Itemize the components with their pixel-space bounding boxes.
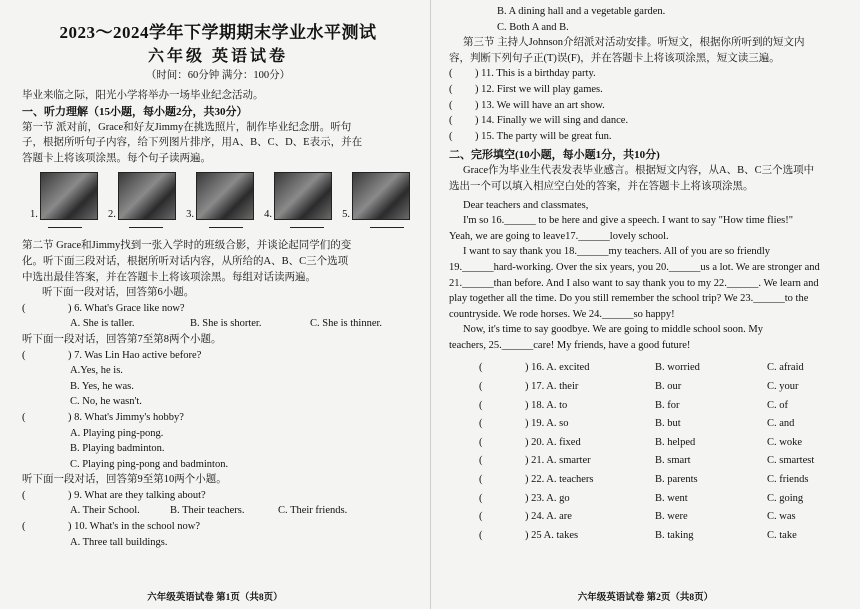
cloze-row: ( ) 20. A. fixed B. helped C. woke [449, 434, 846, 453]
option-b[interactable]: B. parents [655, 474, 698, 486]
part2-line: 化。听下面三段对话，根据所听对话内容，从所给的A、B、C三个选项 [22, 255, 349, 267]
option-b[interactable]: B. Their teachers. [170, 505, 245, 517]
answer-blank[interactable] [370, 226, 404, 228]
section1-heading: 一、听力理解（15小题，每小题2分，共30分） [22, 105, 248, 118]
part2-line: 第二节 Grace和Jimmy找到一张入学时的班级合影，并谈论起同学们的变 [22, 240, 352, 252]
question-7: ( ) 7. Was Lin Hao active before? [22, 349, 202, 361]
option-c[interactable]: C. was [767, 511, 796, 523]
cloze-row: ( ) 22. A. teachers B. parents C. friends [449, 471, 846, 490]
tf-question: ( ) 12. First we will play games. [449, 83, 603, 95]
answer-blank[interactable] [290, 226, 324, 228]
cloze-intro-line: Grace作为毕业生代表发表毕业感言。根据短文内容，从A、B、C三个选项中 [463, 165, 815, 177]
question-10: ( ) 10. What's in the school now? [22, 521, 201, 533]
option-c[interactable]: C. afraid [767, 362, 804, 374]
cloze-row: ( ) 25 A. takes B. taking C. take [449, 527, 846, 546]
tf-question: ( ) 13. We will have an art show. [449, 99, 605, 111]
option-a[interactable]: A. She is taller. [70, 318, 135, 330]
part2-line: 中选出最佳答案，并在答题卡上将该项涂黑。每组对话读两遍。 [22, 271, 316, 283]
listen-instruction: 听下面一段对话，回答第9至第10两个小题。 [22, 474, 227, 486]
option-b[interactable]: B. but [655, 418, 681, 430]
cloze-row: ( ) 19. A. so B. but C. and [449, 415, 846, 434]
passage-line: countryside. We rode horses. We 24.______so happy! [449, 308, 675, 320]
option-b[interactable]: B. taking [655, 529, 694, 541]
option-c[interactable]: C. smartest [767, 455, 815, 467]
photo-row [22, 166, 414, 220]
option-b[interactable]: B. Playing badminton. [70, 443, 165, 455]
option-a[interactable]: ) 23. A. go [525, 492, 570, 504]
option-c[interactable]: C. Both A and B. [497, 21, 569, 33]
passage-line: Yeah, we are going to leave17.______lovely school. [449, 230, 669, 242]
passage-line: 21.______than before. And I also want to say thank you to my 22.______. We learn and [449, 277, 819, 289]
option-b[interactable]: B. Yes, he was. [70, 380, 134, 392]
option-c[interactable]: C. Playing ping-pong and badminton. [70, 458, 229, 470]
option-a[interactable]: A. Three tall buildings. [70, 536, 168, 548]
option-b[interactable]: B. our [655, 381, 682, 393]
question-9: ( ) 9. What are they talking about? [22, 489, 206, 501]
option-c[interactable]: C. take [767, 529, 797, 541]
listen-instruction: 听下面一段对话，回答第7至第8两个小题。 [22, 333, 222, 345]
option-b[interactable]: B. She is shorter. [190, 318, 262, 330]
option-a[interactable]: A. Playing ping-pong. [70, 427, 164, 439]
option-a[interactable]: A.Yes, he is. [70, 365, 123, 377]
option-c[interactable]: C. No, he wasn't. [70, 396, 142, 408]
option-c[interactable]: C. She is thinner. [310, 318, 383, 330]
cloze-options [449, 359, 846, 545]
option-b[interactable]: B. were [655, 511, 688, 523]
part3-line: 容，判断下列句子正(T)误(F)，并在答题卡上将该项涂黑，短文读三遍。 [449, 52, 780, 64]
option-b[interactable]: B. smart [655, 455, 691, 467]
option-c[interactable]: C. friends [767, 474, 809, 486]
option-b[interactable]: B. went [655, 492, 688, 504]
option-c[interactable]: C. and [767, 418, 795, 430]
answer-blank[interactable] [129, 226, 163, 228]
option-b[interactable]: B. for [655, 399, 680, 411]
option-a[interactable]: A. Their School. [70, 505, 140, 517]
option-a[interactable]: ) 21. A. smarter [525, 455, 591, 467]
cloze-row: ( ) 21. A. smarter B. smart C. smartest [449, 452, 846, 471]
photo-item: 5. [342, 172, 410, 220]
option-a[interactable]: ) 19. A. so [525, 418, 569, 430]
passage-line: teachers, 25.______care! My friends, have a good future! [449, 339, 691, 351]
intro-text: 毕业来临之际，阳光小学将举办一场毕业纪念活动。 [22, 90, 264, 101]
option-a[interactable]: ) 17. A. their [525, 381, 579, 393]
option-c[interactable]: C. going [767, 492, 804, 504]
cloze-row: ( ) 18. A. to B. for C. of [449, 397, 846, 416]
option-a[interactable]: ) 22. A. teachers [525, 474, 594, 486]
photo-image [196, 172, 254, 220]
tf-question: ( ) 15. The party will be great fun. [449, 130, 612, 142]
photo-item: 4. [264, 172, 332, 220]
option-b[interactable]: B. worried [655, 362, 700, 374]
answer-blank[interactable] [209, 226, 243, 228]
answer-blanks [22, 220, 414, 238]
passage-line: Dear teachers and classmates, [463, 199, 589, 211]
cloze-row: ( ) 24. A. are B. were C. was [449, 508, 846, 527]
option-a[interactable]: ) 24. A. are [525, 511, 572, 523]
option-c[interactable]: C. of [767, 399, 788, 411]
option-a[interactable]: ) 18. A. to [525, 399, 568, 411]
option-b[interactable]: B. helped [655, 436, 696, 448]
option-a[interactable]: ) 20. A. fixed [525, 436, 581, 448]
cloze-intro-line: 选出一个可以填入相应空白处的答案，并在答题卡上将该项涂黑。 [449, 180, 754, 192]
photo-item: 1. [30, 172, 98, 220]
part1-line: 第一节 派对前，Grace和好友Jimmy在挑选照片，制作毕业纪念册。听句 [22, 121, 352, 133]
passage-line: Now, it's time to say goodbye. We are going to middle school soon. My [463, 324, 763, 336]
exam-title: 2023～2024学年下学期期末学业水平测试 [59, 23, 377, 42]
question-8: ( ) 8. What's Jimmy's hobby? [22, 411, 184, 423]
exam-meta: （时间：60分钟 满分：100分） [145, 70, 291, 81]
page-footer: 六年级英语试卷 第1页（共8页） [147, 593, 283, 603]
page-footer: 六年级英语试卷 第2页（共8页） [577, 593, 714, 603]
question-6: ( ) 6. What's Grace like now? [22, 302, 185, 314]
section2-heading: 二、完形填空(10小题，每小题1分，共10分) [449, 149, 660, 162]
option-a[interactable]: ) 25 A. takes [525, 529, 579, 541]
part1-line: 答题卡上将该项涂黑。每个句子读两遍。 [22, 152, 211, 164]
part3-line: 第三节 主持人Johnson介绍派对活动安排。听短文，根据你所听到的短文内 [463, 37, 805, 49]
cloze-row: ( ) 17. A. their B. our C. your [449, 378, 846, 397]
question-6-options [22, 316, 414, 332]
option-c[interactable]: C. woke [767, 436, 802, 448]
photo-image [118, 172, 176, 220]
answer-blank[interactable] [48, 226, 82, 228]
passage-line: I'm so 16.______ to be here and give a speech. I want to say "How time flies!" [463, 215, 794, 227]
option-b[interactable]: B. A dining hall and a vegetable garden. [497, 6, 666, 17]
passage-line: play together all the time. Do you still remember the school trip? We 23.______to the [449, 293, 809, 305]
question-9-options [22, 503, 414, 519]
photo-item: 3. [186, 172, 254, 220]
cloze-row: ( ) 16. A. excited B. worried C. afraid [449, 359, 846, 378]
tf-question: ( ) 14. Finally we will sing and dance. [449, 115, 629, 127]
photo-item: 2. [108, 172, 176, 220]
passage-line: I want to say thank you 18.______my teachers. All of you are so friendly [463, 246, 771, 258]
option-c[interactable]: C. Their friends. [278, 505, 348, 517]
part1-line: 子，根据所听句子内容，给下列图片排序，用A、B、C、D、E表示，并在 [22, 137, 363, 149]
option-a[interactable]: ) 16. A. excited [525, 362, 590, 374]
passage-line: 19.______hard-working. Over the six years, you 20.______us a lot. We are stronger and [449, 261, 820, 273]
tf-question: ( ) 11. This is a birthday party. [449, 68, 596, 80]
exam-page-2 [430, 0, 860, 609]
option-c[interactable]: C. your [767, 381, 799, 393]
photo-image [274, 172, 332, 220]
cloze-row: ( ) 23. A. go B. went C. going [449, 490, 846, 509]
photo-image [40, 172, 98, 220]
exam-subtitle: 六年级 英语试卷 [147, 48, 288, 65]
listen-instruction: 听下面一段对话，回答第6小题。 [42, 287, 195, 299]
photo-image [352, 172, 410, 220]
